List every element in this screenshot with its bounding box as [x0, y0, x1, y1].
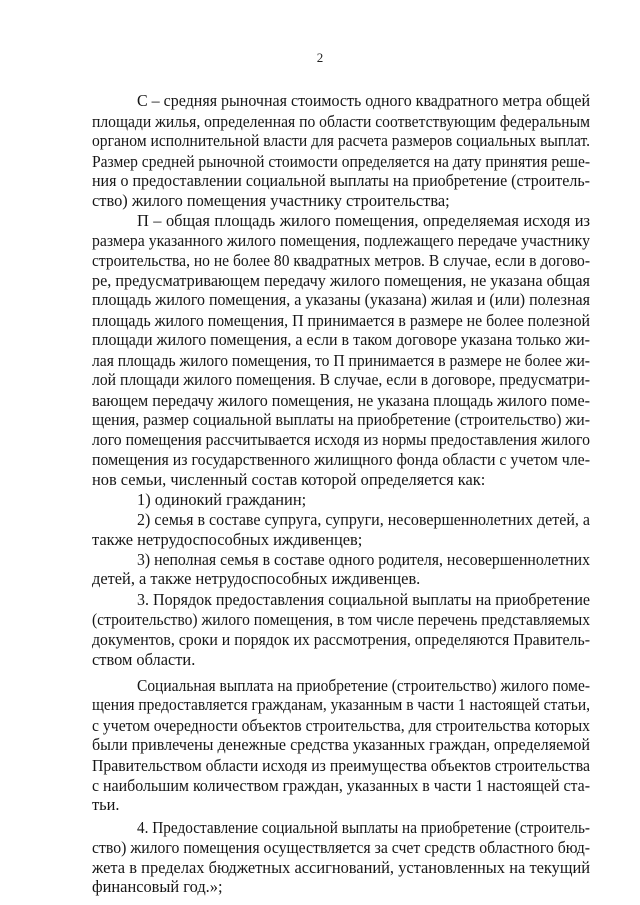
text-line: детей, а также нетрудоспособных иждивенцев.: [92, 569, 421, 589]
text-line: площади жилого помещения, а если в таком договоре указана только жи-: [92, 330, 590, 350]
text-line: были привлечены денежные средства указанных граждан, определяемой: [92, 735, 590, 755]
text-line: 2) семья в составе супруга, супруги, несовершеннолетних детей, а: [137, 509, 590, 529]
text-line: размера указанного жилого помещения, подлежащего передаче участнику: [92, 230, 590, 250]
text-line: Социальная выплата на приобретение (строительство) жилого поме-: [137, 675, 590, 695]
text-line: органом исполнительной власти для расчета размеров социальных выплат.: [92, 131, 591, 150]
text-line: лого помещения рассчитывается исходя из нормы предоставления жилого: [92, 429, 590, 449]
text-line: ре, предусматривающем передачу жилого помещения, не указана общая: [92, 270, 590, 290]
text-line: П – общая площадь жилого помещения, определяемая исходя из: [137, 211, 591, 231]
page-number: 2: [316, 50, 324, 65]
text-line: лая площадь жилого помещения, то П принимается в размере не более жи-: [92, 350, 590, 370]
text-line: (строительство) жилого помещения, в том числе перечень представляемых: [92, 609, 591, 629]
text-line: Размер средней рыночной стоимости определяется на дату принятия реше-: [92, 151, 591, 171]
text-line: площадь жилого помещения, П принимается в размере не более полезной: [92, 310, 590, 330]
text-line: жета в пределах бюджетных ассигнований, установленных на текущий: [92, 857, 590, 877]
text-line: Правительством области исходя из преимущества объектов строительства: [92, 755, 591, 775]
text-line: ство) жилого помещения осуществляется за счет средств областного бюд-: [92, 837, 591, 857]
text-line: тьи.: [92, 795, 120, 814]
text-line: 4. Предоставление социальной выплаты на приобретение (строитель-: [137, 818, 590, 838]
text-line: площади жилья, определенная по области соответствующим федеральным: [92, 111, 591, 131]
text-line: вающем передачу жилого помещения, не указана площадь жилого поме-: [92, 390, 590, 410]
text-line: нов семьи, численный состав которой определяется как:: [92, 469, 486, 489]
text-line: щения, размер социальной выплаты на приобретение (строительство) жи-: [92, 410, 590, 430]
text-line: с учетом очередности объектов строительства, для строительства которых: [92, 715, 591, 735]
text-line: документов, сроки и порядок их рассмотрения, определяются Правитель-: [92, 630, 590, 649]
text-line: строительства, но не более 80 квадратных метров. В случае, если в догово-: [92, 251, 591, 271]
text-line: С – средняя рыночная стоимость одного квадратного метра общей: [137, 91, 591, 110]
text-line: финансовый год.»;: [92, 877, 223, 896]
text-line: с наибольшим количеством граждан, указанных в части 1 настоящей ста-: [92, 775, 591, 795]
text-line: ством области.: [92, 649, 196, 669]
text-line: 3) неполная семья в составе одного родителя, несовершеннолетних: [137, 549, 590, 569]
text-line: лой площади жилого помещения. В случае, если в договоре, предусматри-: [92, 370, 591, 390]
text-line: ство) жилого помещения участнику строительства;: [92, 190, 450, 210]
text-line: помещения из государственного жилищного фонда области с учетом чле-: [92, 450, 590, 470]
text-line: 3. Порядок предоставления социальной выплаты на приобретение: [137, 589, 591, 609]
text-line: щения предоставляется гражданам, указанным в части 1 настоящей статьи,: [92, 695, 591, 715]
text-line: ния о предоставлении социальной выплаты на приобретение (строитель-: [92, 171, 590, 191]
text-line: площадь жилого помещения, а указаны (указана) жилая и (или) полезная: [92, 290, 590, 310]
text-line: 1) одинокий гражданин;: [137, 490, 307, 510]
text-line: также нетрудоспособных иждивенцев;: [92, 530, 363, 550]
